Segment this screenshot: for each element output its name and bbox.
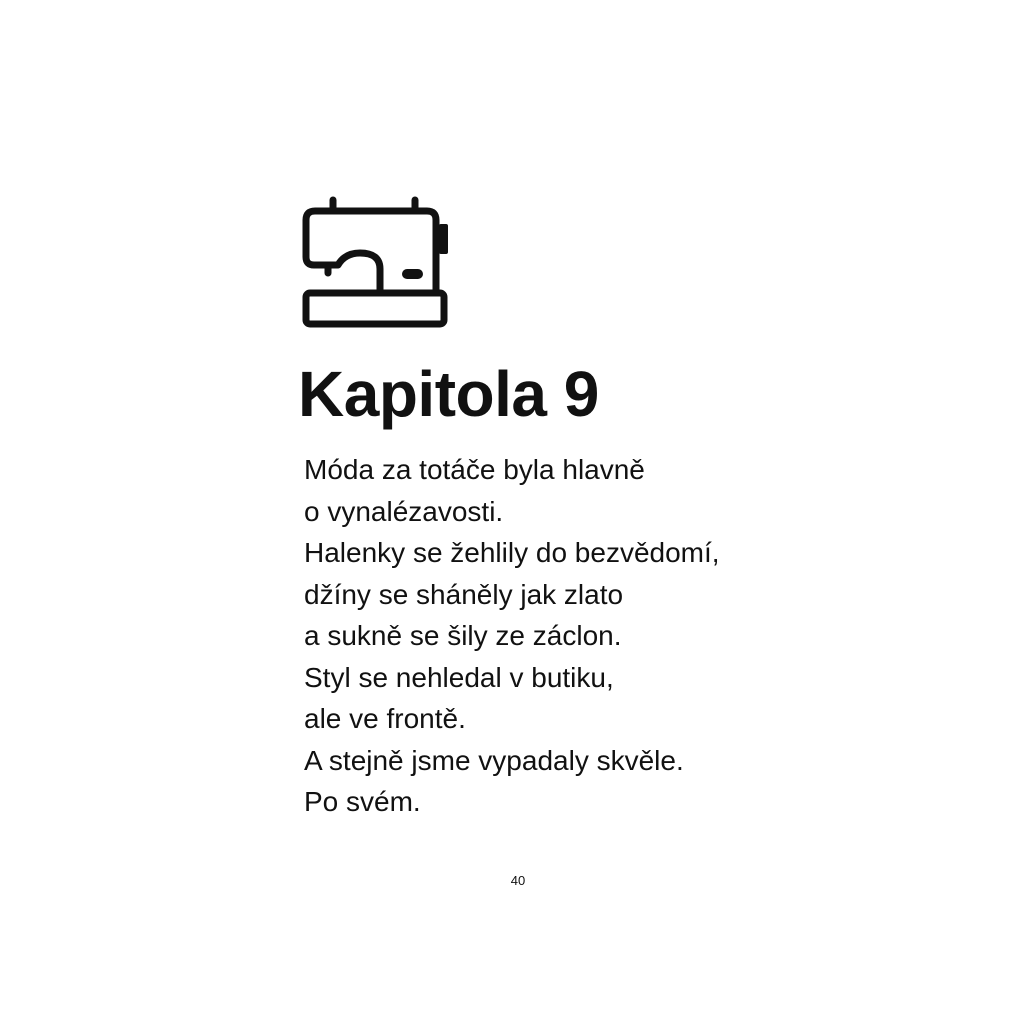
chapter-title: Kapitola 9 [298,358,599,430]
poem-line: Móda za totáče byla hlavně [304,454,645,485]
poem-line: ale ve frontě. [304,703,466,734]
poem-line: a sukně se šily ze záclon. [304,620,622,651]
poem-text [304,449,720,823]
poem-line: A stejně jsme vypadaly skvěle. [304,744,684,776]
poem-line: o vynalézavosti. [304,495,504,527]
poem-line: Styl se nehledal v butiku, [304,661,614,693]
sewing-machine-icon [300,195,450,330]
poem-line: Po svém. [304,786,421,817]
poem-line: Halenky se žehlily do bezvědomí, [304,537,720,568]
page-number: 40 [510,873,526,888]
poem-line: džíny se sháněly jak zlato [304,578,624,610]
